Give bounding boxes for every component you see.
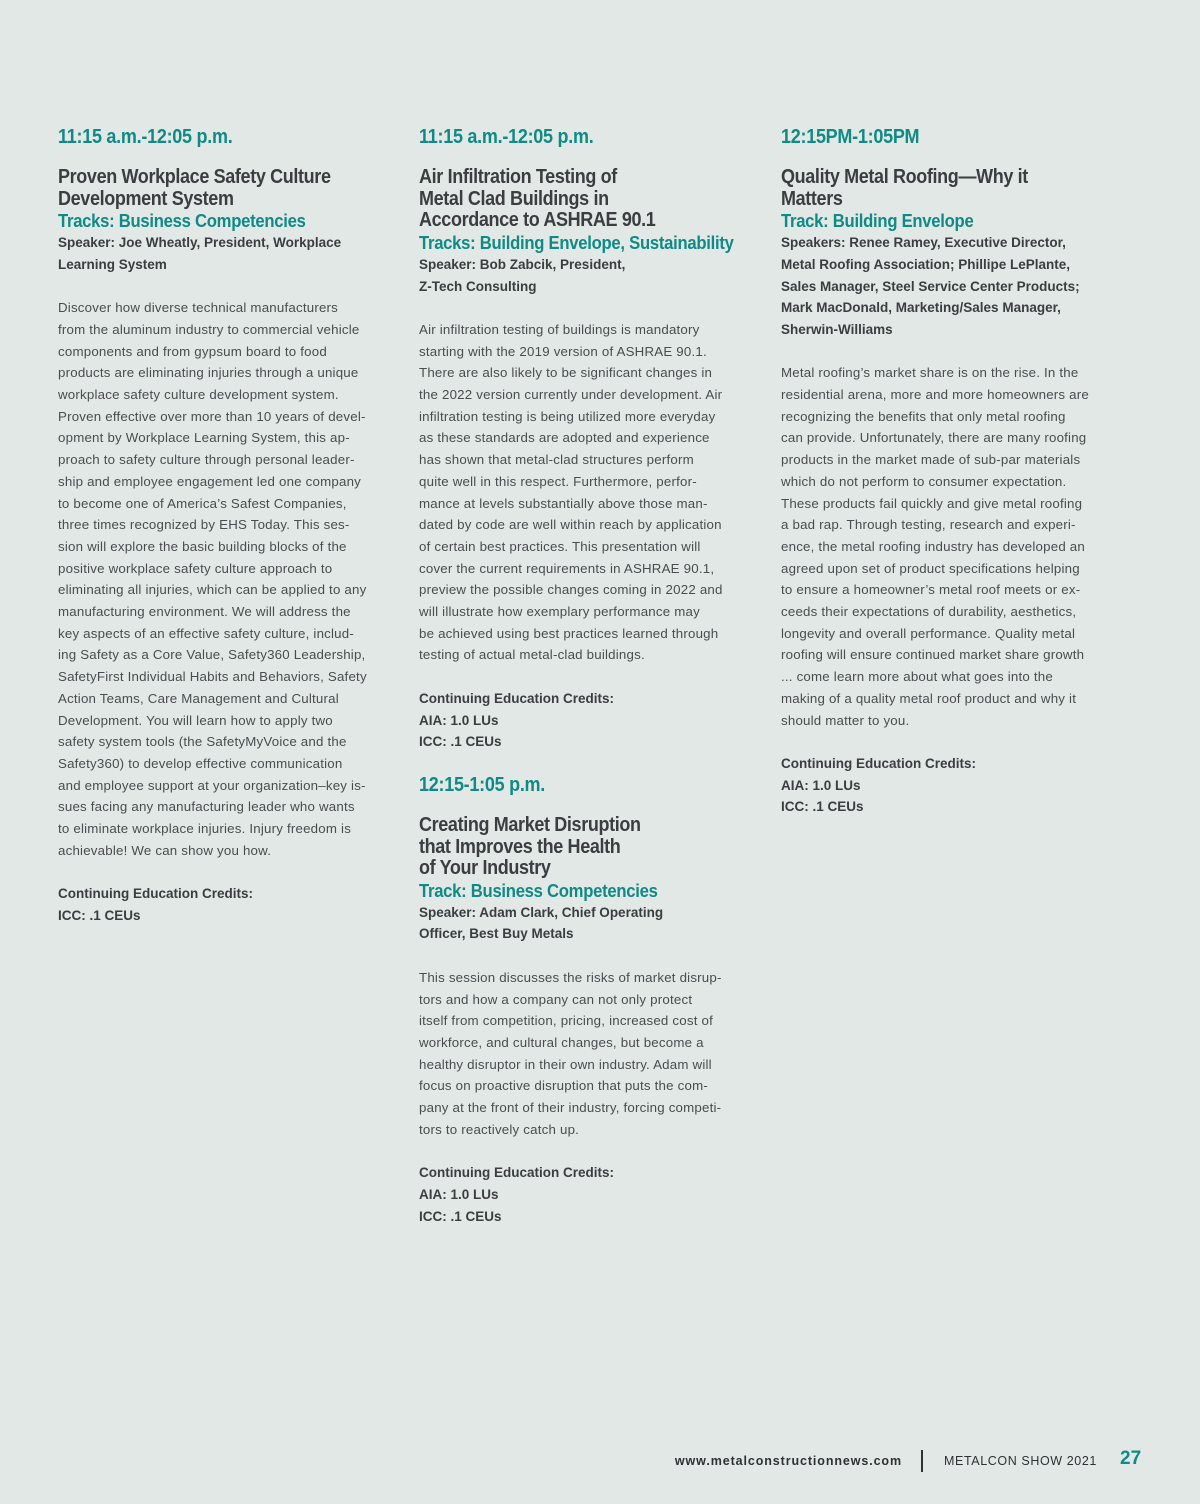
- session-time: 12:15-1:05 p.m.: [419, 773, 546, 796]
- session-description: Metal roofing’s market share is on the rise. In the residential arena, more and more homeowners are recognizing the benefits that only metal roofing can provide. Unfortunately, there are many roofing products in the market made of sub-par materials which do not perform to consumer expectation. These products fail quickly and give metal roofing a bad rap. Through testing, research and experi- ence, the metal roofing industry has developed an agreed upon set of product specifications helping to ensure a homeowner’s metal roof meets or ex- ceeds their expectations of durability, aesthetics, longevity and overall performance. Quality metal roofing will ensure continued market share growth ... come learn more about what goes into the making of a quality metal roof product and why it should matter to you.: [781, 365, 1089, 728]
- session-column-2: [419, 122, 757, 1227]
- session-title: Creating Market Disruption that Improves the Health of Your Industry: [419, 813, 641, 880]
- session-time: 12:15PM-1:05PM: [781, 126, 920, 148]
- credits-heading: Continuing Education Credits:: [781, 755, 976, 771]
- session-speaker: Speaker: Bob Zabcik, President, Z-Tech Consulting: [419, 256, 626, 294]
- session-track: Tracks: Business Competencies: [58, 210, 306, 232]
- session-track: Tracks: Building Envelope, Sustainability: [419, 232, 734, 254]
- session-title: Proven Workplace Safety Culture Development System: [58, 166, 331, 210]
- session-description: This session discusses the risks of market disrup- tors and how a company can not only protect itself from competition, pricing, increased cost of workforce, and cultural changes, but become a healthy disruptor in their own industry. Adam will focus on proactive disruption that puts the com- pany at the front of their industry, forcing competi- tors to reactively catch up.: [419, 969, 722, 1137]
- session-title: Quality Metal Roofing—Why it Matters: [781, 166, 1028, 210]
- credit-item: AIA: 1.0 LUs: [419, 1186, 499, 1202]
- publication-name: METALCON SHOW 2021: [944, 1454, 1097, 1468]
- session-speaker: Speakers: Renee Ramey, Executive Director, Metal Roofing Association; Phillipe LePlante, Sales Manager, Steel Service Center Products; Mark MacDonald, Marketing/Sales Manager, Sherwin-Williams: [781, 235, 1080, 337]
- session-title: Air Infiltration Testing of Metal Clad Buildings in Accordance to ASHRAE 90.1: [419, 166, 656, 232]
- credits-heading: Continuing Education Credits:: [419, 690, 614, 706]
- credit-item: ICC: .1 CEUs: [419, 1208, 502, 1224]
- credits-block: [781, 753, 1117, 818]
- credits-block: [419, 1162, 757, 1227]
- credits-block: [58, 883, 394, 926]
- session-track: Track: Business Competencies: [419, 880, 658, 902]
- page-footer: [0, 1446, 1200, 1476]
- credit-item: ICC: .1 CEUs: [419, 734, 502, 750]
- session-block-2: [419, 770, 757, 1227]
- page-number: 27: [1120, 1448, 1142, 1469]
- credit-item: ICC: .1 CEUs: [58, 907, 141, 923]
- session-time: 11:15 a.m.-12:05 p.m.: [58, 126, 233, 148]
- credits-heading: Continuing Education Credits:: [419, 1165, 614, 1181]
- session-description: Air infiltration testing of buildings is mandatory starting with the 2019 version of ASHRAE 90.1. There are also likely to be significant changes in the 2022 version currently under development. Air infiltration testing is being utilized more everyday as these standards are adopted and experience has shown that metal-clad structures perform quite well in this respect. Furthermore, perfor- mance at levels substantially above those man- dated by code are well within reach by application of certain best practices. This presentation will cover the current requirements in ASHRAE 90.1, preview the possible changes coming in 2022 and will illustrate how exemplary performance may be achieved using best practices learned through testing of actual metal-clad buildings.: [419, 321, 723, 663]
- website-url[interactable]: www.metalconstructionnews.com: [674, 1454, 902, 1468]
- credit-item: ICC: .1 CEUs: [781, 799, 864, 815]
- session-speaker: Speaker: Joe Wheatly, President, Workplace Learning System: [58, 235, 342, 272]
- credit-item: AIA: 1.0 LUs: [781, 777, 861, 793]
- session-track: Track: Building Envelope: [781, 210, 974, 232]
- session-time: 11:15 a.m.-12:05 p.m.: [419, 126, 594, 148]
- credits-heading: Continuing Education Credits:: [58, 886, 253, 902]
- session-description: Discover how diverse technical manufacturers from the aluminum industry to commercial vehicle components and from gypsum board to food products are eliminating injuries through a unique workplace safety culture development system. Proven effective over more than 10 years of devel- opment by Workplace Learning System, this ap- proach to safety culture through personal leader- ship and employee engagement led one company to become one of America’s Safest Companies, three times recognized by EHS Today. This ses- sion will explore the basic building blocks of the positive workplace safety culture approach to eliminating all injuries, which can be applied to any manufacturing environment. We will address the key aspects of an effective safety culture, includ- ing Safety as a Core Value, Safety360 Leadership, SafetyFirst Individual Habits and Behaviors, Safety Action Teams, Care Management and Cultural Development. You will learn how to apply two safety system tools (the SafetyMyVoice and the Safety360) to develop effective communication and employee support at your organization–key is- sues facing any manufacturing leader who wants to eliminate workplace injuries. Injury freedom is achievable! We can show you how.: [58, 300, 367, 858]
- credits-block: [419, 688, 757, 753]
- footer-divider: [921, 1450, 923, 1472]
- session-column-3: [781, 122, 1117, 818]
- session-speaker: Speaker: Adam Clark, Chief Operating Officer, Best Buy Metals: [419, 904, 664, 942]
- credit-item: AIA: 1.0 LUs: [419, 712, 499, 728]
- session-column-1: [58, 122, 394, 927]
